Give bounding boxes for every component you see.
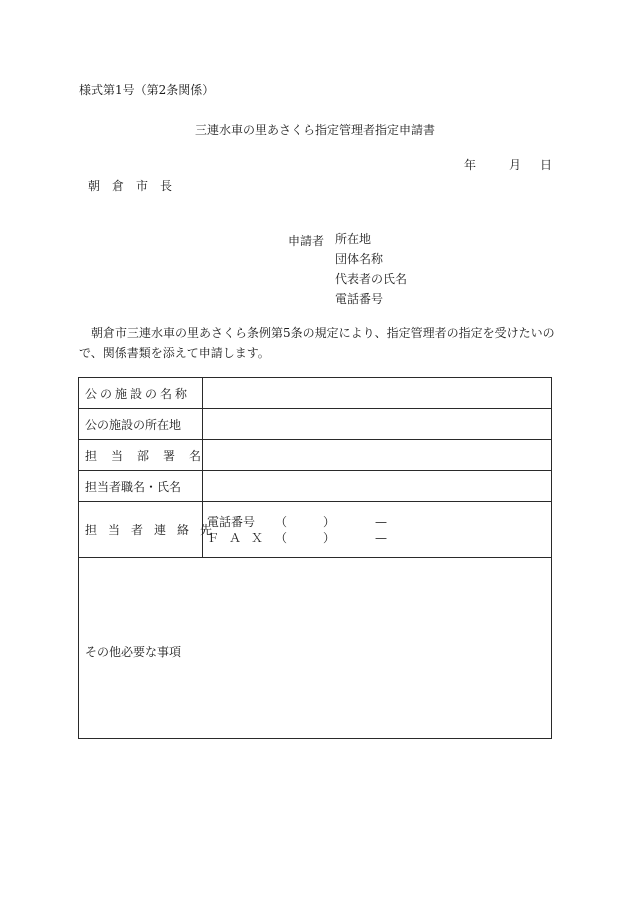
fax-label: ＦＡＸ xyxy=(207,530,274,545)
date-year: 年 xyxy=(464,158,477,172)
applicant-address-label: 所在地 xyxy=(335,232,372,246)
other-matters-field[interactable] xyxy=(79,558,552,739)
phone-label: 電話番号 xyxy=(207,514,256,529)
applicant-org-name-label: 団体名称 xyxy=(335,252,384,266)
other-matters-label: その他必要な事項 xyxy=(85,644,182,659)
table-row xyxy=(79,558,552,739)
phone-paren-open: （ xyxy=(275,514,288,529)
fax-paren-close: ） xyxy=(323,530,336,545)
date-day: 日 xyxy=(540,158,553,172)
contact-field xyxy=(203,502,552,558)
facility-location-field[interactable] xyxy=(203,409,552,440)
table-row xyxy=(79,471,552,502)
facility-location-label: 公の施設の所在地 xyxy=(79,409,203,440)
statement-text: 朝倉市三連水車の里あさくら条例第5条の規定により、指定管理者の指定を受けたいので、関係書類を添えて申請します。 xyxy=(79,326,555,360)
phone-dash: — xyxy=(375,514,387,529)
person-title-name-label: 担当者職名・氏名 xyxy=(79,471,203,502)
phone-line xyxy=(207,514,551,530)
department-label: 担当部署名 xyxy=(79,440,203,471)
applicant-phone-label: 電話番号 xyxy=(335,292,384,306)
person-title-name-field[interactable] xyxy=(203,471,552,502)
table-row xyxy=(79,502,552,558)
addressee: 朝倉市長 xyxy=(88,179,185,193)
department-field[interactable] xyxy=(203,440,552,471)
fax-dash: — xyxy=(375,530,387,545)
application-statement xyxy=(79,323,559,363)
form-number: 様式第1号（第2条関係） xyxy=(79,83,215,97)
facility-name-label: 公の施設の名称 xyxy=(79,378,203,409)
application-table xyxy=(78,377,552,739)
table-row xyxy=(79,409,552,440)
applicant-label: 申請者 xyxy=(288,234,325,248)
date-month: 月 xyxy=(509,158,522,172)
contact-label: 担当者連絡先 xyxy=(79,502,203,558)
table-row xyxy=(79,378,552,409)
applicant-representative-label: 代表者の氏名 xyxy=(335,272,408,286)
fax-line xyxy=(207,530,551,546)
applicant-fields xyxy=(335,232,407,312)
document-title: 三連水車の里あさくら指定管理者指定申請書 xyxy=(194,123,435,137)
phone-paren-close: ） xyxy=(323,514,336,529)
fax-paren-open: （ xyxy=(275,530,288,545)
facility-name-field[interactable] xyxy=(203,378,552,409)
date-line xyxy=(464,156,552,173)
table-row xyxy=(79,440,552,471)
